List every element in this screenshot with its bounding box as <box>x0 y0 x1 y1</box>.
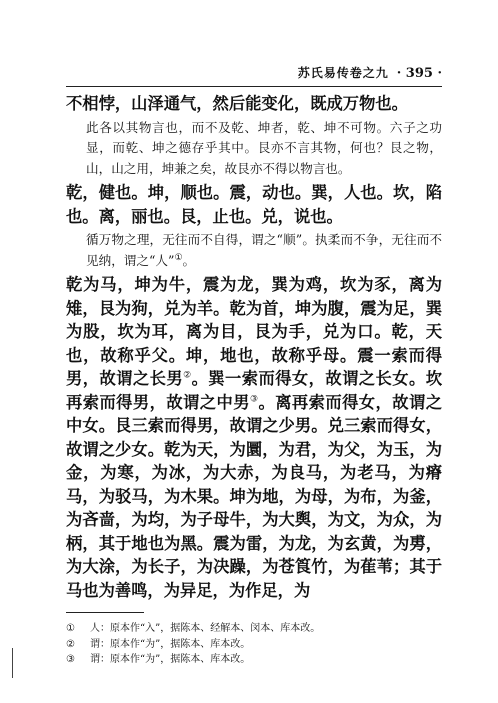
body-text <box>66 92 442 602</box>
main-text-run: 乾为马，坤为牛，震为龙，巽为鸡，坎为豕，离为雉，艮为狗，兑为羊。乾为首，坤为腹，震为足，巽为股，坎为耳，离为目，艮为手，兑为口。乾，天也，故称乎父。坤，地也，故称乎母。震一索而得男，故谓之长男 <box>66 275 442 388</box>
main-text-paragraph <box>66 273 442 602</box>
commentary-paragraph <box>66 230 442 271</box>
footnote <box>66 637 442 653</box>
header-rule <box>66 86 442 87</box>
main-text-run: 。离再索而得女，故谓之中女。艮三索而得男，故谓之少男。兑三索而得女，故谓之少女。乾为天，为圜，为君，为父，为玉，为金，为寒，为冰，为大赤，为良马，为老马，为瘠马，为驳马，为木果。坤为地，为母，为布，为釜，为吝啬，为均，为子母牛，为大舆，为文，为众，为柄，其于地也为黑。震为雷，为龙，为玄黄，为旉，为大涂，为长子，为决躁，为苍筤竹，为萑苇；其于马也为善鸣，为异足，为作足，为 <box>66 392 442 600</box>
running-header <box>66 64 442 81</box>
footnote-ref[interactable]: ① <box>174 252 183 263</box>
main-text-paragraph: 乾，健也。坤，顺也。震，动也。巽，人也。坎，陷也。离，丽也。艮，止也。兑，说也。 <box>66 183 442 226</box>
footnote-text: 谓：原本作“为”，据陈本、库本改。 <box>90 638 251 650</box>
footnotes <box>66 621 442 668</box>
footnote <box>66 652 442 668</box>
footnote-mark: ③ <box>66 654 75 665</box>
main-text-run: 。巽一索而得女，故谓之长女。坎再索而得男，故谓之中男 <box>66 369 442 412</box>
footnote-ref[interactable]: ② <box>183 370 192 381</box>
running-title: 苏氏易传卷之九 <box>297 66 389 80</box>
commentary-text: 循万物之理，无往而不自得，谓之“顺”。执柔而不争，无往而不见纳，谓之“人” <box>86 232 442 268</box>
footnote-mark: ① <box>66 623 75 634</box>
scan-edge-mark <box>12 648 13 678</box>
footnote-text: 谓：原本作“为”，据陈本、库本改。 <box>90 654 251 665</box>
commentary-paragraph: 此各以其物言也，而不及乾、坤者，乾、坤不可物。六子之功显，而乾、坤之德存乎其中。艮亦不言其物，何也？艮之物，山，山之用，坤兼之矣，故艮亦不得以物言也。 <box>86 119 442 176</box>
footnote-ref[interactable]: ③ <box>249 394 259 405</box>
commentary-text: 。 <box>182 252 196 268</box>
footnote-rule <box>66 612 144 613</box>
footnote-mark: ② <box>66 638 75 650</box>
main-text-paragraph: 不相悖，山泽通气，然后能变化，既成万物也。 <box>66 94 408 113</box>
footnote <box>66 621 442 637</box>
footnote-text: 人：原本作“入”，据陈本、经解本、闵本、库本改。 <box>90 623 321 634</box>
page-number: · 395 · <box>396 66 442 81</box>
